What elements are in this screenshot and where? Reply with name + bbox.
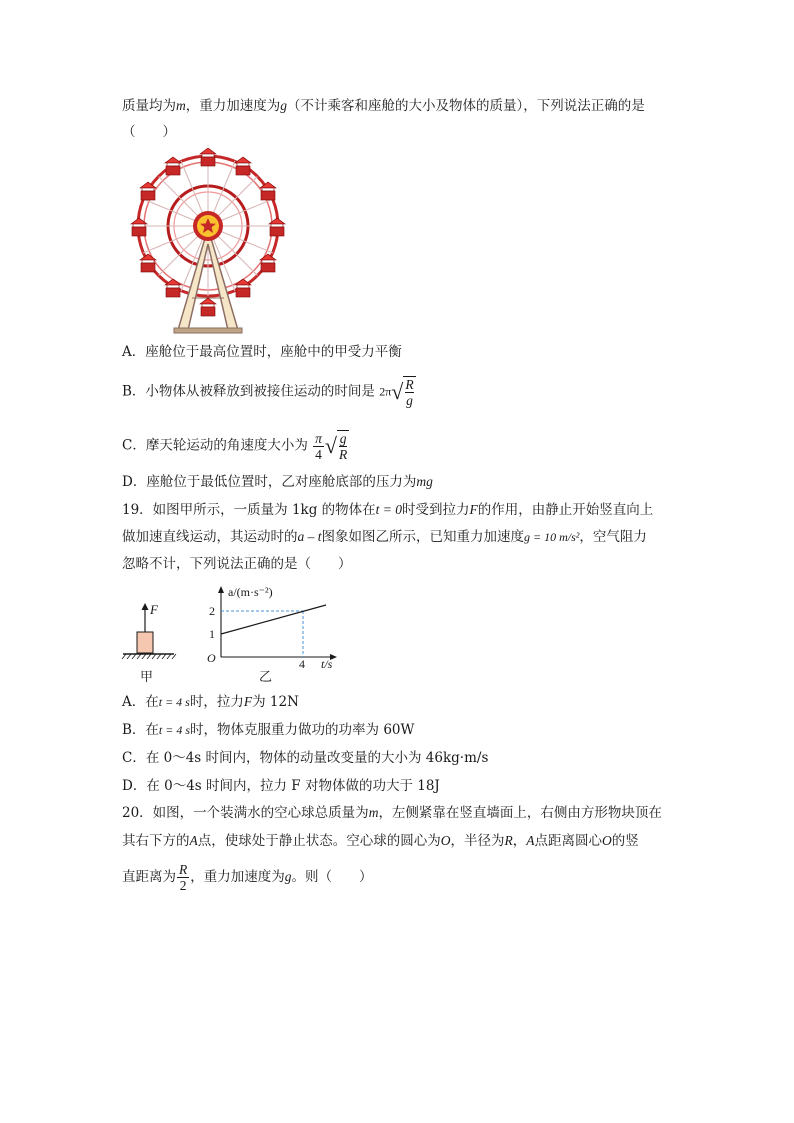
q19-option-d: D．在 0～4s 时间内，拉力 F 对物体做的功大于 18J	[122, 778, 440, 794]
var-g: g	[280, 98, 287, 113]
option-c-num: g	[339, 431, 347, 446]
q19-stem-line2	[122, 527, 647, 547]
var-g: g	[284, 869, 292, 884]
var-t4: t = 4 s	[158, 695, 190, 709]
q20-text: ，半径为	[450, 833, 505, 849]
var-A: A	[189, 833, 198, 848]
option-b-sqrt: √ $\frac{R}{g}$	[391, 377, 414, 408]
y-axis-label: a/(m·s⁻²)	[228, 585, 273, 599]
var-F: F	[469, 502, 478, 517]
q18-stem-line1	[122, 96, 645, 116]
var-O: O	[602, 833, 612, 848]
q18-stem-text: 质量均为	[122, 98, 176, 114]
q20-text: 直距离为	[122, 869, 176, 885]
q20-text: 点距离圆心	[534, 833, 602, 849]
option-c-frac-den: 4	[315, 446, 322, 462]
q19-option-b	[122, 720, 414, 740]
frac-den: 2	[179, 878, 187, 893]
option-b-den: g	[406, 393, 413, 408]
fig-b-caption: 乙	[259, 669, 273, 684]
ferris-wheel-figure	[120, 148, 300, 334]
q19-text: 时受到拉力	[402, 502, 470, 518]
q18-option-b	[122, 376, 416, 408]
fig-a-block	[122, 602, 176, 684]
force-label: F	[150, 602, 158, 617]
q20-text: 点，使球处于静止状态。空心球的圆心为	[197, 833, 441, 849]
var-O: O	[440, 833, 451, 848]
q19-text: 的作用，由静止开始竖直向上	[477, 502, 654, 518]
origin-label: O	[207, 651, 216, 665]
fig-a-caption: 甲	[140, 669, 154, 684]
x-axis-label: t/s	[321, 657, 333, 671]
option-c-text: C．摩天轮运动的角速度大小为	[122, 437, 308, 454]
q19-text: 图象如图乙所示，已知重力加速度	[321, 529, 525, 545]
q19-text: 19．如图甲所示，一质量为 1kg 的物体在	[122, 502, 376, 518]
q19-figure	[118, 582, 358, 688]
option-b-coef: 2π	[379, 384, 392, 399]
option-c-fraction	[313, 431, 324, 462]
q20-text: 的竖	[611, 833, 639, 849]
q19-option-text: 时，拉力	[189, 694, 244, 710]
x-tick-4: 4	[299, 657, 305, 671]
q20-text: 20．如图，一个装满水的空心球总质量为	[122, 805, 369, 821]
q20-text: 其右下方的	[122, 833, 190, 849]
var-R: R	[504, 833, 513, 848]
q20-text: ，	[512, 833, 527, 849]
q19-text: 做加速直线运动，其运动时的	[122, 529, 298, 545]
y-tick-2: 2	[209, 604, 215, 618]
q19-option-c: C．在 0～4s 时间内，物体的动量改变量的大小为 46kg·m/s	[122, 750, 489, 766]
q20-text: 。则（ ）	[291, 869, 373, 885]
y-tick-1: 1	[209, 627, 215, 641]
q20-stem-line3	[122, 862, 373, 893]
q19-stem-line1	[122, 500, 653, 520]
q20-stem-line2	[122, 831, 639, 851]
frac-num: R	[179, 862, 188, 877]
var-g-value: g = 10 m/s²	[524, 530, 580, 544]
q19-option-text: B．在	[122, 722, 159, 738]
q19-option-text: 时，物体克服重力做功的功率为 60W	[190, 722, 415, 738]
q19-option-text: A．在	[122, 694, 159, 710]
option-c-sqrt: √ $\frac{g}{R}$	[324, 431, 348, 462]
hub	[193, 211, 223, 241]
option-c-frac-num: π	[315, 430, 322, 446]
q19-option-text: 为 12N	[252, 694, 299, 710]
q19-stem-line3: 忽略不计，下列说法正确的是（ ）	[122, 556, 352, 572]
q19-text: ，空气阻力	[579, 529, 647, 545]
var-t0: t = 0	[375, 502, 403, 517]
q18-stem-text: ，重力加速度为	[185, 98, 281, 114]
q18-option-d	[122, 472, 433, 492]
r-over-2-fraction	[177, 862, 189, 893]
option-b-num: R	[405, 377, 414, 392]
option-b-text: B．小物体从被释放到被接住运动的时间是	[122, 383, 375, 400]
var-t4: t = 4 s	[158, 723, 191, 737]
q18-stem-text: （不计乘客和座舱的大小及物体的质量），下列说法正确的是	[287, 98, 645, 114]
var-m: m	[176, 98, 186, 113]
q18-option-c	[122, 430, 349, 462]
option-d-text: D．座舱位于最低位置时，乙对座舱底部的压力为	[122, 474, 417, 490]
q18-option-a: A．座舱位于最高位置时，座舱中的甲受力平衡	[122, 344, 402, 360]
var-mg: mg	[416, 474, 433, 489]
q19-option-a	[122, 692, 299, 712]
var-A: A	[526, 833, 535, 848]
var-at: a – t	[297, 529, 322, 544]
var-m: m	[368, 805, 379, 820]
q20-text: ，左侧紧靠在竖直墙面上，右侧由方形物块顶在	[378, 805, 662, 821]
var-F: F	[243, 694, 253, 709]
option-c-den: R	[338, 447, 348, 462]
q20-text: ，重力加速度为	[190, 869, 285, 885]
q20-stem-line1	[122, 803, 662, 823]
q18-answer-paren: （ ）	[122, 124, 176, 140]
fig-b-graph	[207, 585, 337, 684]
a-t-line	[221, 605, 326, 634]
